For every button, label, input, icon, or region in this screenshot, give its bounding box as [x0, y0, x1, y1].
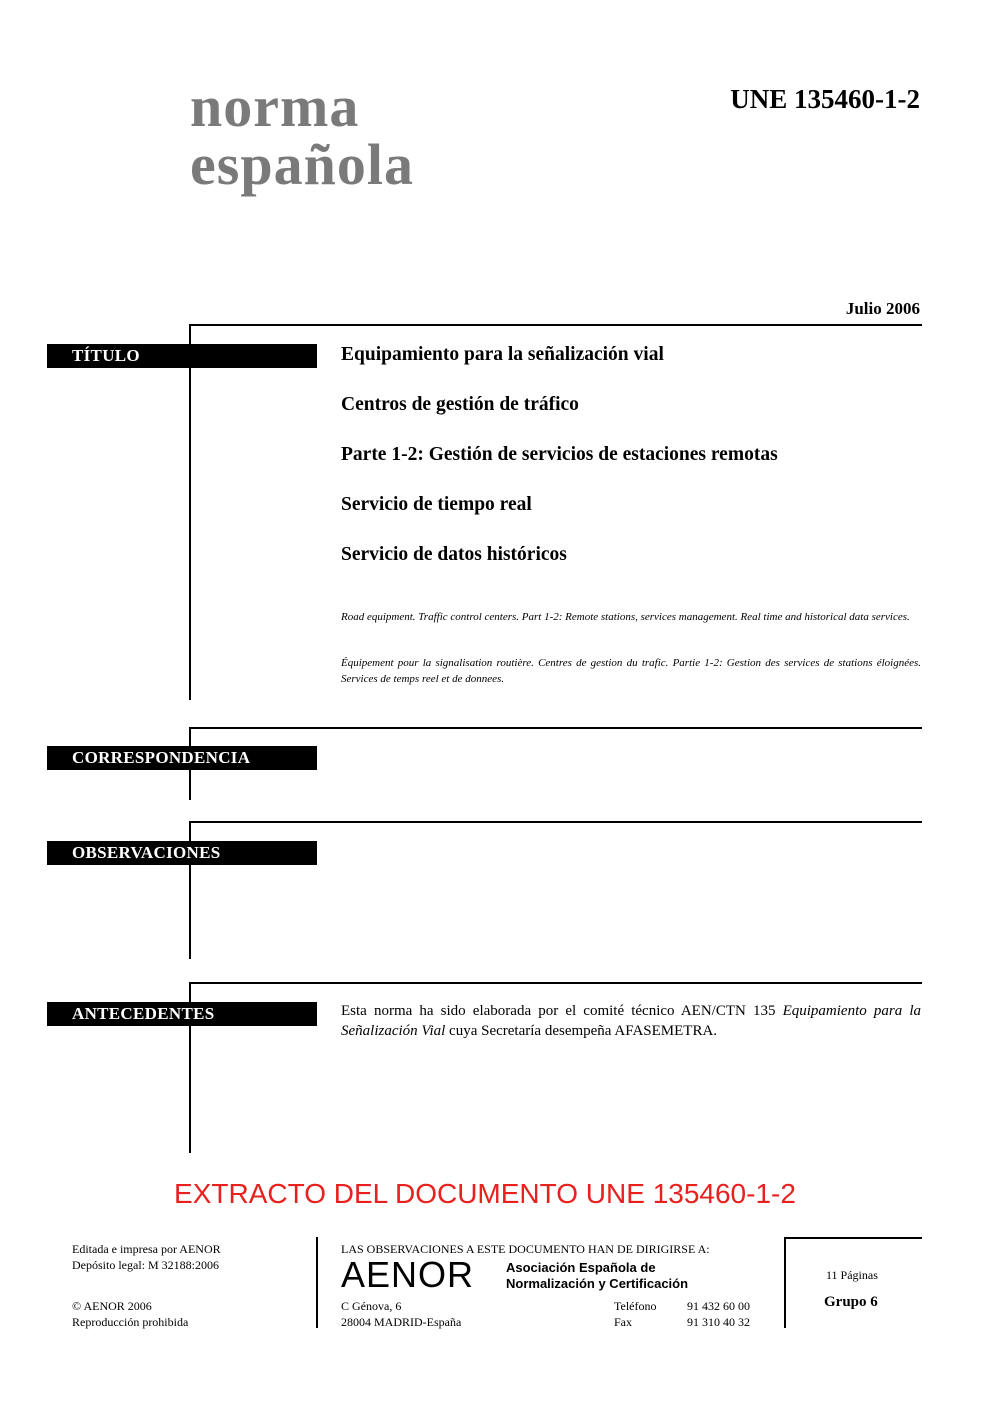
footer-divider-left: [316, 1237, 318, 1328]
address-street: C Génova, 6: [341, 1299, 402, 1313]
page-count: 11 Páginas: [826, 1268, 878, 1282]
aenor-logo: AENOR: [341, 1254, 475, 1295]
extract-watermark: EXTRACTO DEL DOCUMENTO UNE 135460-1-2: [174, 1178, 796, 1209]
footer-copyright: [72, 1298, 188, 1330]
antecedentes-text-end: cuya Secretaría desempeña AFASEMETRA.: [445, 1023, 718, 1039]
footer-edited-by: Editada e impresa por AENOR: [72, 1242, 221, 1256]
aenor-logo-subtitle: [506, 1260, 688, 1292]
publication-date: Julio 2006: [845, 299, 920, 318]
antecedentes-text: [341, 1001, 921, 1041]
observaciones-label: OBSERVACIONES: [47, 841, 317, 865]
footer-legal-deposit: Depósito legal: M 32188:2006: [72, 1258, 219, 1272]
aenor-subtitle-line-2: Normalización y Certificación: [506, 1276, 689, 1291]
committee-name: Equipamiento para la Señalización Vial: [341, 1003, 921, 1039]
correspondencia-top-rule: [189, 727, 922, 729]
footer-address: [341, 1298, 461, 1330]
title-line-4: Servicio de tiempo real: [341, 494, 532, 515]
title-line-3: Parte 1-2: Gestión de servicios de estaciones remotas: [341, 444, 778, 465]
observaciones-top-rule: [189, 821, 922, 823]
footer-edition: [72, 1241, 221, 1273]
standard-code: UNE 135460-1-2: [730, 84, 920, 114]
title-line-5: Servicio de datos históricos: [341, 544, 567, 565]
footer-box-top-rule: [784, 1237, 922, 1239]
price-group: Grupo 6: [824, 1294, 878, 1310]
brand-line-1: norma: [190, 74, 360, 139]
titulo-top-rule: [189, 324, 922, 326]
english-title: Road equipment. Traffic control centers. Part 1-2: Remote stations, services management. Real time and historical data services.: [341, 611, 910, 623]
footer-divider-right: [784, 1237, 786, 1328]
footer-reproduction: Reproducción prohibida: [72, 1315, 189, 1329]
antecedentes-label: ANTECEDENTES: [47, 1002, 317, 1026]
title-line-2: Centros de gestión de tráfico: [341, 394, 579, 415]
brand-line-2: española: [190, 132, 414, 197]
fax-label: Fax: [614, 1315, 632, 1329]
footer-copyright-line: © AENOR 2006: [72, 1299, 152, 1313]
fax-number: 91 310 40 32: [687, 1315, 750, 1329]
footer-contact-values: [687, 1298, 750, 1330]
correspondencia-label: CORRESPONDENCIA: [47, 746, 317, 770]
antecedentes-top-rule: [189, 982, 922, 984]
phone-label: Teléfono: [614, 1299, 657, 1313]
titulo-label: TÍTULO: [47, 344, 317, 368]
antecedentes-text-start: Esta norma ha sido elaborada por el comité técnico AEN/CTN 135: [341, 1003, 783, 1019]
aenor-subtitle-line-1: Asociación Española de: [506, 1260, 656, 1275]
footer-contact-labels: [614, 1298, 656, 1330]
phone-number: 91 432 60 00: [687, 1299, 750, 1313]
footer-observations-heading: LAS OBSERVACIONES A ESTE DOCUMENTO HAN DE DIRIGIRSE A:: [341, 1242, 710, 1256]
title-line-1: Equipamiento para la señalización vial: [341, 344, 664, 365]
brand-title: [190, 74, 414, 197]
address-city: 28004 MADRID-España: [341, 1315, 462, 1329]
french-title: Équipement pour la signalisation routière. Centres de gestion du trafic. Partie 1-2: Gestion des services de stations éloignées. Services de temps reel et de donnees.: [341, 657, 921, 685]
titulo-side-rule: [189, 324, 191, 700]
